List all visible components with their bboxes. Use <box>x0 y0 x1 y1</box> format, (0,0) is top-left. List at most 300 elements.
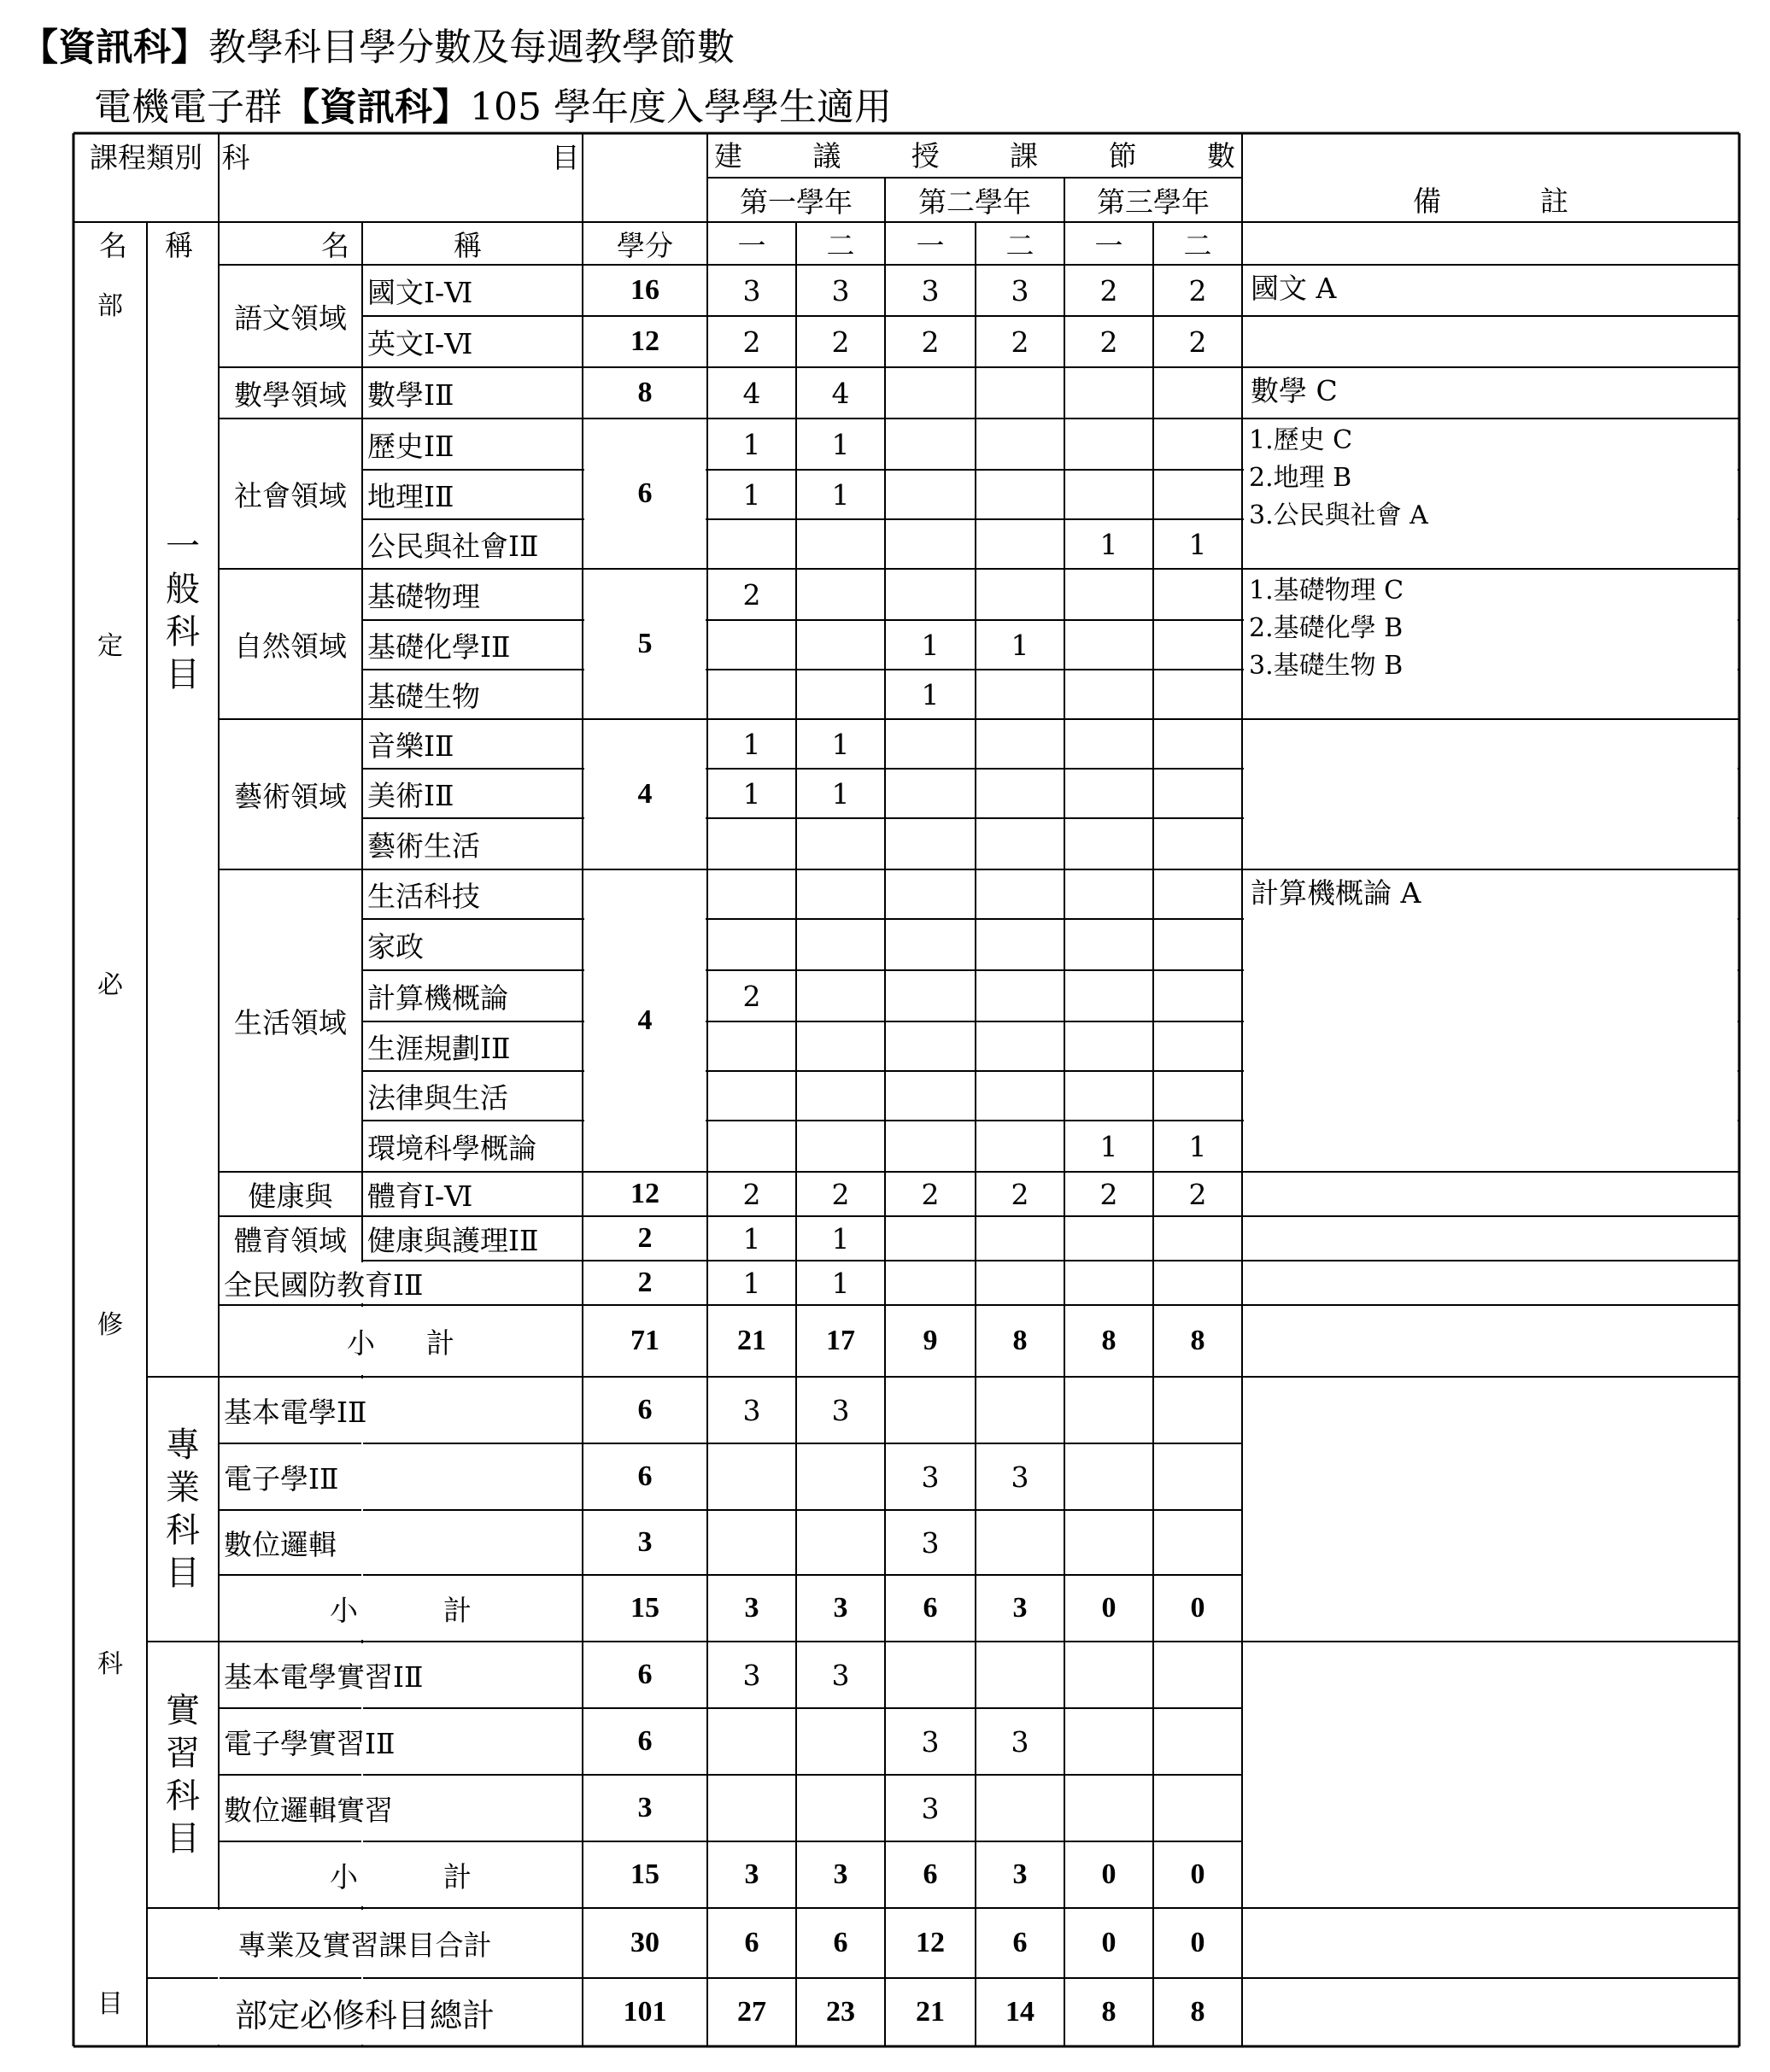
semester-cell: 3 <box>1011 273 1029 307</box>
subject-name: 歷史ⅠⅡ <box>367 429 454 463</box>
semester-cell: 8 <box>1190 1996 1205 2028</box>
semester-cell <box>885 367 976 418</box>
subject-name: 基礎化學ⅠⅡ <box>367 629 511 664</box>
semester-header: 二 <box>826 228 855 262</box>
side-label-professional-char: 目 <box>166 1554 200 1593</box>
semester-cell: 6 <box>744 1927 759 1958</box>
semester-cell: 1 <box>831 427 850 461</box>
semester-cell <box>1153 719 1242 769</box>
domain-label: 語文領域 <box>234 301 347 335</box>
credits-cell: 12 <box>630 325 659 357</box>
subject-name-header-char: 名 <box>321 228 349 262</box>
semester-cell: 2 <box>1099 325 1118 359</box>
semester-cell: 3 <box>1011 1724 1029 1759</box>
subject-name: 法律與生活 <box>367 1080 508 1115</box>
credits-cell: 6 <box>637 1659 653 1690</box>
side-label-general-char: 目 <box>166 655 200 694</box>
subject-name: 健康與護理ⅠⅡ <box>367 1223 539 1257</box>
subject-name: 基本電學實習ⅠⅡ <box>224 1659 424 1694</box>
semester-cell <box>1064 970 1153 1021</box>
semester-cell <box>1064 470 1153 519</box>
semester-cell: 1 <box>742 1221 761 1255</box>
semester-cell <box>796 1121 885 1172</box>
semester-cell: 21 <box>916 1996 945 2028</box>
semester-cell <box>1153 418 1242 470</box>
semester-cell: 6 <box>923 1592 938 1624</box>
semester-cell: 2 <box>1011 1177 1029 1211</box>
merge-mask <box>1244 721 1738 868</box>
subject-name: 藝術生活 <box>367 828 480 863</box>
semester-cell <box>1064 1071 1153 1121</box>
credits-cell: 16 <box>630 274 659 306</box>
subject-name: 數學ⅠⅡ <box>367 378 454 412</box>
semester-cell <box>796 519 885 569</box>
subtotal-label <box>219 1841 583 1908</box>
semester-cell: 3 <box>921 273 940 307</box>
semester-cell: 1 <box>831 776 850 811</box>
semester-cell: 17 <box>826 1325 855 1356</box>
grand-total-label: 部定必修科目總計 <box>234 1996 495 2034</box>
semester-cell <box>1064 1443 1153 1510</box>
remark-math: 數學 C <box>1251 374 1338 407</box>
semester-cell <box>1153 1261 1242 1305</box>
semester-cell: 3 <box>921 1460 940 1494</box>
category-header: 課程類別 <box>90 140 202 174</box>
semester-cell: 2 <box>1099 273 1118 307</box>
credits-cell: 30 <box>630 1927 659 1958</box>
semester-cell <box>976 970 1064 1021</box>
remark-nature-line: 3.基礎生物 B <box>1249 651 1404 681</box>
semester-cell: 3 <box>744 1592 759 1624</box>
semester-cell: 3 <box>742 1658 761 1692</box>
semester-cell <box>1064 1642 1153 1708</box>
subtotal-label <box>219 1305 583 1377</box>
semester-cell <box>1064 1377 1153 1443</box>
domain-label: 社會領域 <box>234 478 347 512</box>
semester-cell <box>885 970 976 1021</box>
semester-cell <box>1153 367 1242 418</box>
semester-cell <box>707 519 796 569</box>
semester-cell <box>976 670 1064 719</box>
year2-header: 第二學年 <box>918 184 1031 219</box>
side-label-professional-char: 專 <box>166 1425 200 1465</box>
semester-cell: 2 <box>921 325 940 359</box>
credits-cell: 6 <box>637 1460 653 1492</box>
semester-cell: 2 <box>1188 1177 1207 1211</box>
remark-social-line: 1.歷史 C <box>1249 425 1353 455</box>
subject-name: 美術ⅠⅡ <box>367 778 454 812</box>
semester-cell: 0 <box>1101 1927 1117 1958</box>
semester-cell <box>1153 569 1242 620</box>
category-name-header-char: 稱 <box>165 228 193 262</box>
semester-cell: 9 <box>923 1325 938 1356</box>
side-label-practice-char: 目 <box>166 1819 200 1858</box>
semester-cell: 8 <box>1101 1996 1117 2028</box>
credits-cell: 5 <box>637 628 653 659</box>
semester-cell: 4 <box>831 376 850 410</box>
semester-cell: 6 <box>923 1858 938 1890</box>
semester-cell: 1 <box>921 677 940 711</box>
subtotal-label-char: 小 <box>330 1859 358 1893</box>
year3-header: 第三學年 <box>1097 184 1210 219</box>
semester-cell <box>707 670 796 719</box>
semester-cell: 12 <box>916 1927 945 1958</box>
credits-cell: 6 <box>637 477 653 509</box>
semester-cell <box>707 1510 796 1575</box>
semester-cell: 0 <box>1101 1858 1117 1890</box>
semester-cell <box>796 620 885 670</box>
semester-cell: 1 <box>742 727 761 761</box>
side-label-required-char: 科 <box>97 1649 123 1680</box>
semester-cell <box>976 869 1064 919</box>
side-label-professional-char: 業 <box>166 1468 200 1507</box>
semester-cell <box>796 818 885 869</box>
semester-cell <box>976 1071 1064 1121</box>
semester-cell: 2 <box>1188 325 1207 359</box>
remark-social-line: 2.地理 B <box>1249 463 1352 493</box>
semester-cell <box>1153 869 1242 919</box>
semester-cell: 0 <box>1190 1927 1205 1958</box>
remark-nature-line: 2.基礎化學 B <box>1249 613 1404 643</box>
semester-cell <box>796 970 885 1021</box>
semester-cell <box>1153 1642 1242 1708</box>
semester-cell: 1 <box>1188 527 1207 561</box>
semester-cell <box>707 620 796 670</box>
semester-cell: 3 <box>1012 1592 1028 1624</box>
semester-cell <box>1153 1708 1242 1775</box>
semester-header: 二 <box>1005 228 1034 262</box>
semester-cell <box>976 519 1064 569</box>
semester-cell <box>796 1071 885 1121</box>
semester-cell <box>1153 919 1242 970</box>
semester-cell: 3 <box>742 273 761 307</box>
semester-cell: 3 <box>742 1393 761 1427</box>
side-label-practice-char: 習 <box>166 1734 200 1773</box>
semester-cell <box>976 1510 1064 1575</box>
semester-cell <box>1064 1021 1153 1071</box>
credits-cell: 2 <box>637 1267 653 1298</box>
title-line-1: 【資訊科】教學科目學分數及每週教學節數 <box>21 26 735 69</box>
semester-cell <box>885 818 976 869</box>
suggested-hours-header-char: 議 <box>812 138 841 173</box>
semester-cell <box>885 1021 976 1071</box>
semester-cell: 2 <box>742 979 761 1013</box>
side-label-required-char: 目 <box>97 1988 123 2019</box>
domain-label: 數學領域 <box>234 378 347 412</box>
semester-cell <box>885 769 976 818</box>
domain-label: 生活領域 <box>234 1005 347 1039</box>
remarks-header-char: 註 <box>1540 184 1568 218</box>
suggested-hours-header-char: 授 <box>911 138 940 173</box>
semester-cell <box>885 1216 976 1261</box>
semester-cell <box>707 1121 796 1172</box>
semester-cell <box>1064 1708 1153 1775</box>
semester-cell <box>976 1216 1064 1261</box>
credits-cell: 101 <box>623 1996 667 2028</box>
semester-cell <box>885 1261 976 1305</box>
subtotal-label-char: 小 <box>347 1326 375 1360</box>
side-label-professional-char: 科 <box>166 1511 200 1550</box>
semester-cell <box>1153 470 1242 519</box>
semester-cell: 14 <box>1005 1996 1034 2028</box>
subject-header-right: 目 <box>551 140 580 174</box>
semester-cell <box>707 919 796 970</box>
credits-cell: 3 <box>637 1792 653 1823</box>
subject-name: 地理ⅠⅡ <box>367 479 454 513</box>
semester-cell <box>976 1121 1064 1172</box>
semester-cell <box>976 1261 1064 1305</box>
subtotal-label-char: 計 <box>443 1859 472 1893</box>
semester-cell <box>976 470 1064 519</box>
side-label-practice-char: 實 <box>166 1691 200 1730</box>
credits-cell: 4 <box>637 778 653 810</box>
semester-cell <box>1064 769 1153 818</box>
side-label-required-char: 必 <box>97 970 123 1001</box>
subtotal-label-char: 小 <box>330 1593 358 1627</box>
side-label-required-char: 部 <box>97 291 123 321</box>
side-label-general-char: 科 <box>166 612 200 652</box>
semester-cell <box>1153 1775 1242 1841</box>
side-label-professional <box>147 1377 219 1642</box>
semester-cell <box>707 818 796 869</box>
side-label-general-char: 一 <box>166 527 200 566</box>
semester-cell <box>976 367 1064 418</box>
remark-social-line: 3.公民與社會 A <box>1249 500 1428 530</box>
semester-cell: 2 <box>1099 1177 1118 1211</box>
subject-name: 國文Ⅰ-Ⅵ <box>367 275 473 309</box>
credits-cell: 8 <box>637 377 653 408</box>
semester-cell <box>1153 1021 1242 1071</box>
credits-header: 學分 <box>617 228 673 262</box>
semester-cell <box>1064 670 1153 719</box>
semester-cell <box>976 1775 1064 1841</box>
semester-cell <box>796 1708 885 1775</box>
semester-cell: 0 <box>1190 1858 1205 1890</box>
side-label-general <box>147 478 219 743</box>
semester-cell: 3 <box>831 273 850 307</box>
semester-cell <box>976 569 1064 620</box>
semester-cell <box>796 1510 885 1575</box>
semester-cell <box>976 418 1064 470</box>
semester-cell: 1 <box>831 1266 850 1300</box>
subject-name: 公民與社會ⅠⅡ <box>367 529 539 563</box>
semester-cell <box>1153 1071 1242 1121</box>
subject-name: 生活科技 <box>367 879 480 913</box>
category-name-header <box>73 222 219 265</box>
semester-cell: 27 <box>737 1996 766 2028</box>
semester-cell <box>885 1071 976 1121</box>
subject-name-header <box>219 222 584 265</box>
year1-header: 第一學年 <box>740 184 853 219</box>
semester-cell: 1 <box>742 477 761 512</box>
semester-cell: 1 <box>831 477 850 512</box>
subject-name: 數位邏輯實習 <box>224 1793 393 1827</box>
subtotal-label-char: 計 <box>426 1326 454 1360</box>
semester-cell: 2 <box>921 1177 940 1211</box>
suggested-hours-header-char: 課 <box>1010 138 1039 173</box>
credits-cell: 3 <box>637 1526 653 1558</box>
semester-cell <box>1153 769 1242 818</box>
domain-label: 健康與 <box>248 1179 333 1213</box>
suggested-hours-header <box>707 133 1242 174</box>
semester-cell: 1 <box>921 628 940 662</box>
credits-cell: 4 <box>637 1004 653 1036</box>
semester-cell <box>1064 620 1153 670</box>
semester-cell <box>1064 418 1153 470</box>
semester-cell <box>1064 1261 1153 1305</box>
semester-cell <box>707 869 796 919</box>
subject-name: 英文Ⅰ-Ⅵ <box>367 326 473 360</box>
subtotal-label <box>219 1575 583 1642</box>
category-name-header-char: 名 <box>99 228 127 262</box>
semester-cell: 1 <box>1099 527 1118 561</box>
semester-cell <box>1064 367 1153 418</box>
subject-name: 計算機概論 <box>367 980 508 1015</box>
credits-cell: 12 <box>630 1178 659 1209</box>
credits-cell: 2 <box>637 1222 653 1254</box>
side-label-required-char: 修 <box>97 1309 123 1340</box>
semester-cell <box>976 769 1064 818</box>
semester-cell: 2 <box>831 325 850 359</box>
semester-cell: 2 <box>742 577 761 612</box>
remarks-header-char: 備 <box>1413 184 1441 218</box>
semester-cell <box>1064 869 1153 919</box>
subject-name: 數位邏輯 <box>224 1527 337 1561</box>
semester-cell: 1 <box>742 1266 761 1300</box>
suggested-hours-header-char: 數 <box>1206 138 1235 173</box>
semester-cell: 2 <box>742 325 761 359</box>
semester-cell: 2 <box>831 1177 850 1211</box>
semester-cell <box>1153 1510 1242 1575</box>
semester-cell: 3 <box>921 1791 940 1825</box>
semester-cell <box>1064 818 1153 869</box>
subject-name-header-char: 稱 <box>454 228 482 262</box>
semester-cell: 8 <box>1101 1325 1117 1356</box>
semester-cell <box>1064 1775 1153 1841</box>
semester-cell <box>796 919 885 970</box>
semester-cell <box>796 670 885 719</box>
semester-cell: 1 <box>1188 1129 1207 1163</box>
semester-cell <box>1153 620 1242 670</box>
semester-cell <box>1064 569 1153 620</box>
remark-chinese: 國文 A <box>1251 272 1337 305</box>
semester-cell: 6 <box>1012 1927 1028 1958</box>
semester-cell <box>885 919 976 970</box>
semester-cell <box>1064 1510 1153 1575</box>
subject-name: 全民國防教育ⅠⅡ <box>224 1267 424 1302</box>
semester-cell <box>976 1021 1064 1071</box>
semester-cell <box>976 818 1064 869</box>
semester-cell: 21 <box>737 1325 766 1356</box>
semester-cell: 0 <box>1190 1592 1205 1624</box>
semester-header: 一 <box>1094 228 1123 262</box>
semester-cell <box>796 569 885 620</box>
semester-cell <box>885 1377 976 1443</box>
remark-life: 計算機概論 A <box>1251 876 1421 910</box>
semester-cell: 3 <box>921 1525 940 1560</box>
semester-cell: 1 <box>742 776 761 811</box>
domain-label: 體育領域 <box>234 1223 347 1257</box>
side-label-required-char: 定 <box>97 630 123 661</box>
subject-name: 家政 <box>367 929 424 963</box>
semester-cell: 3 <box>831 1393 850 1427</box>
semester-cell: 1 <box>831 1221 850 1255</box>
semester-header: 一 <box>737 228 766 262</box>
credits-cell: 71 <box>630 1325 659 1356</box>
subject-name: 電子學實習ⅠⅡ <box>224 1726 396 1760</box>
semester-cell <box>885 1642 976 1708</box>
semester-cell: 0 <box>1101 1592 1117 1624</box>
semester-cell <box>976 1642 1064 1708</box>
subject-name: 生涯規劃ⅠⅡ <box>367 1031 511 1065</box>
domain-label: 藝術領域 <box>234 779 347 813</box>
semester-cell <box>796 1443 885 1510</box>
suggested-hours-header-char: 建 <box>714 138 742 173</box>
semester-cell <box>1153 970 1242 1021</box>
credits-cell: 15 <box>630 1858 659 1890</box>
semester-cell <box>885 470 976 519</box>
semester-cell <box>885 869 976 919</box>
semester-cell: 3 <box>831 1658 850 1692</box>
total-pp-label: 專業及實習課目合計 <box>237 1928 492 1962</box>
semester-cell <box>1064 1216 1153 1261</box>
subject-name: 體育Ⅰ-Ⅵ <box>367 1179 473 1213</box>
semester-cell <box>1153 1443 1242 1510</box>
semester-cell <box>976 919 1064 970</box>
subject-name: 基本電學ⅠⅡ <box>224 1395 367 1429</box>
semester-cell <box>1153 1216 1242 1261</box>
semester-cell: 2 <box>1188 273 1207 307</box>
semester-cell <box>707 1775 796 1841</box>
side-label-practice <box>147 1642 219 1908</box>
semester-cell: 1 <box>1099 1129 1118 1163</box>
remark-nature-line: 1.基礎物理 C <box>1249 576 1404 606</box>
semester-cell: 3 <box>1012 1858 1028 1890</box>
semester-cell: 2 <box>1011 325 1029 359</box>
subject-header-left: 科 <box>221 140 250 174</box>
semester-cell: 2 <box>742 1177 761 1211</box>
semester-cell: 8 <box>1012 1325 1028 1356</box>
subject-name: 基礎生物 <box>367 679 480 713</box>
credits-cell: 15 <box>630 1592 659 1624</box>
semester-cell <box>1064 719 1153 769</box>
merge-mask <box>1244 871 1738 1170</box>
subject-name: 環境科學概論 <box>367 1131 536 1165</box>
semester-cell <box>707 1071 796 1121</box>
semester-cell <box>885 719 976 769</box>
semester-header: 二 <box>1183 228 1212 262</box>
semester-header: 一 <box>916 228 945 262</box>
semester-cell <box>796 1021 885 1071</box>
semester-cell: 1 <box>742 427 761 461</box>
remark-social <box>1249 422 1428 535</box>
semester-cell: 3 <box>833 1592 848 1624</box>
semester-cell <box>976 719 1064 769</box>
semester-cell <box>885 1121 976 1172</box>
semester-cell <box>885 418 976 470</box>
semester-cell: 3 <box>744 1858 759 1890</box>
semester-cell <box>1153 818 1242 869</box>
semester-cell <box>976 1377 1064 1443</box>
semester-cell <box>796 1775 885 1841</box>
suggested-hours-header-char: 節 <box>1108 138 1137 173</box>
subject-name: 電子學ⅠⅡ <box>224 1461 339 1495</box>
semester-cell: 1 <box>831 727 850 761</box>
credits-cell: 6 <box>637 1394 653 1425</box>
semester-cell <box>707 1443 796 1510</box>
semester-cell <box>1153 1377 1242 1443</box>
semester-cell <box>885 519 976 569</box>
